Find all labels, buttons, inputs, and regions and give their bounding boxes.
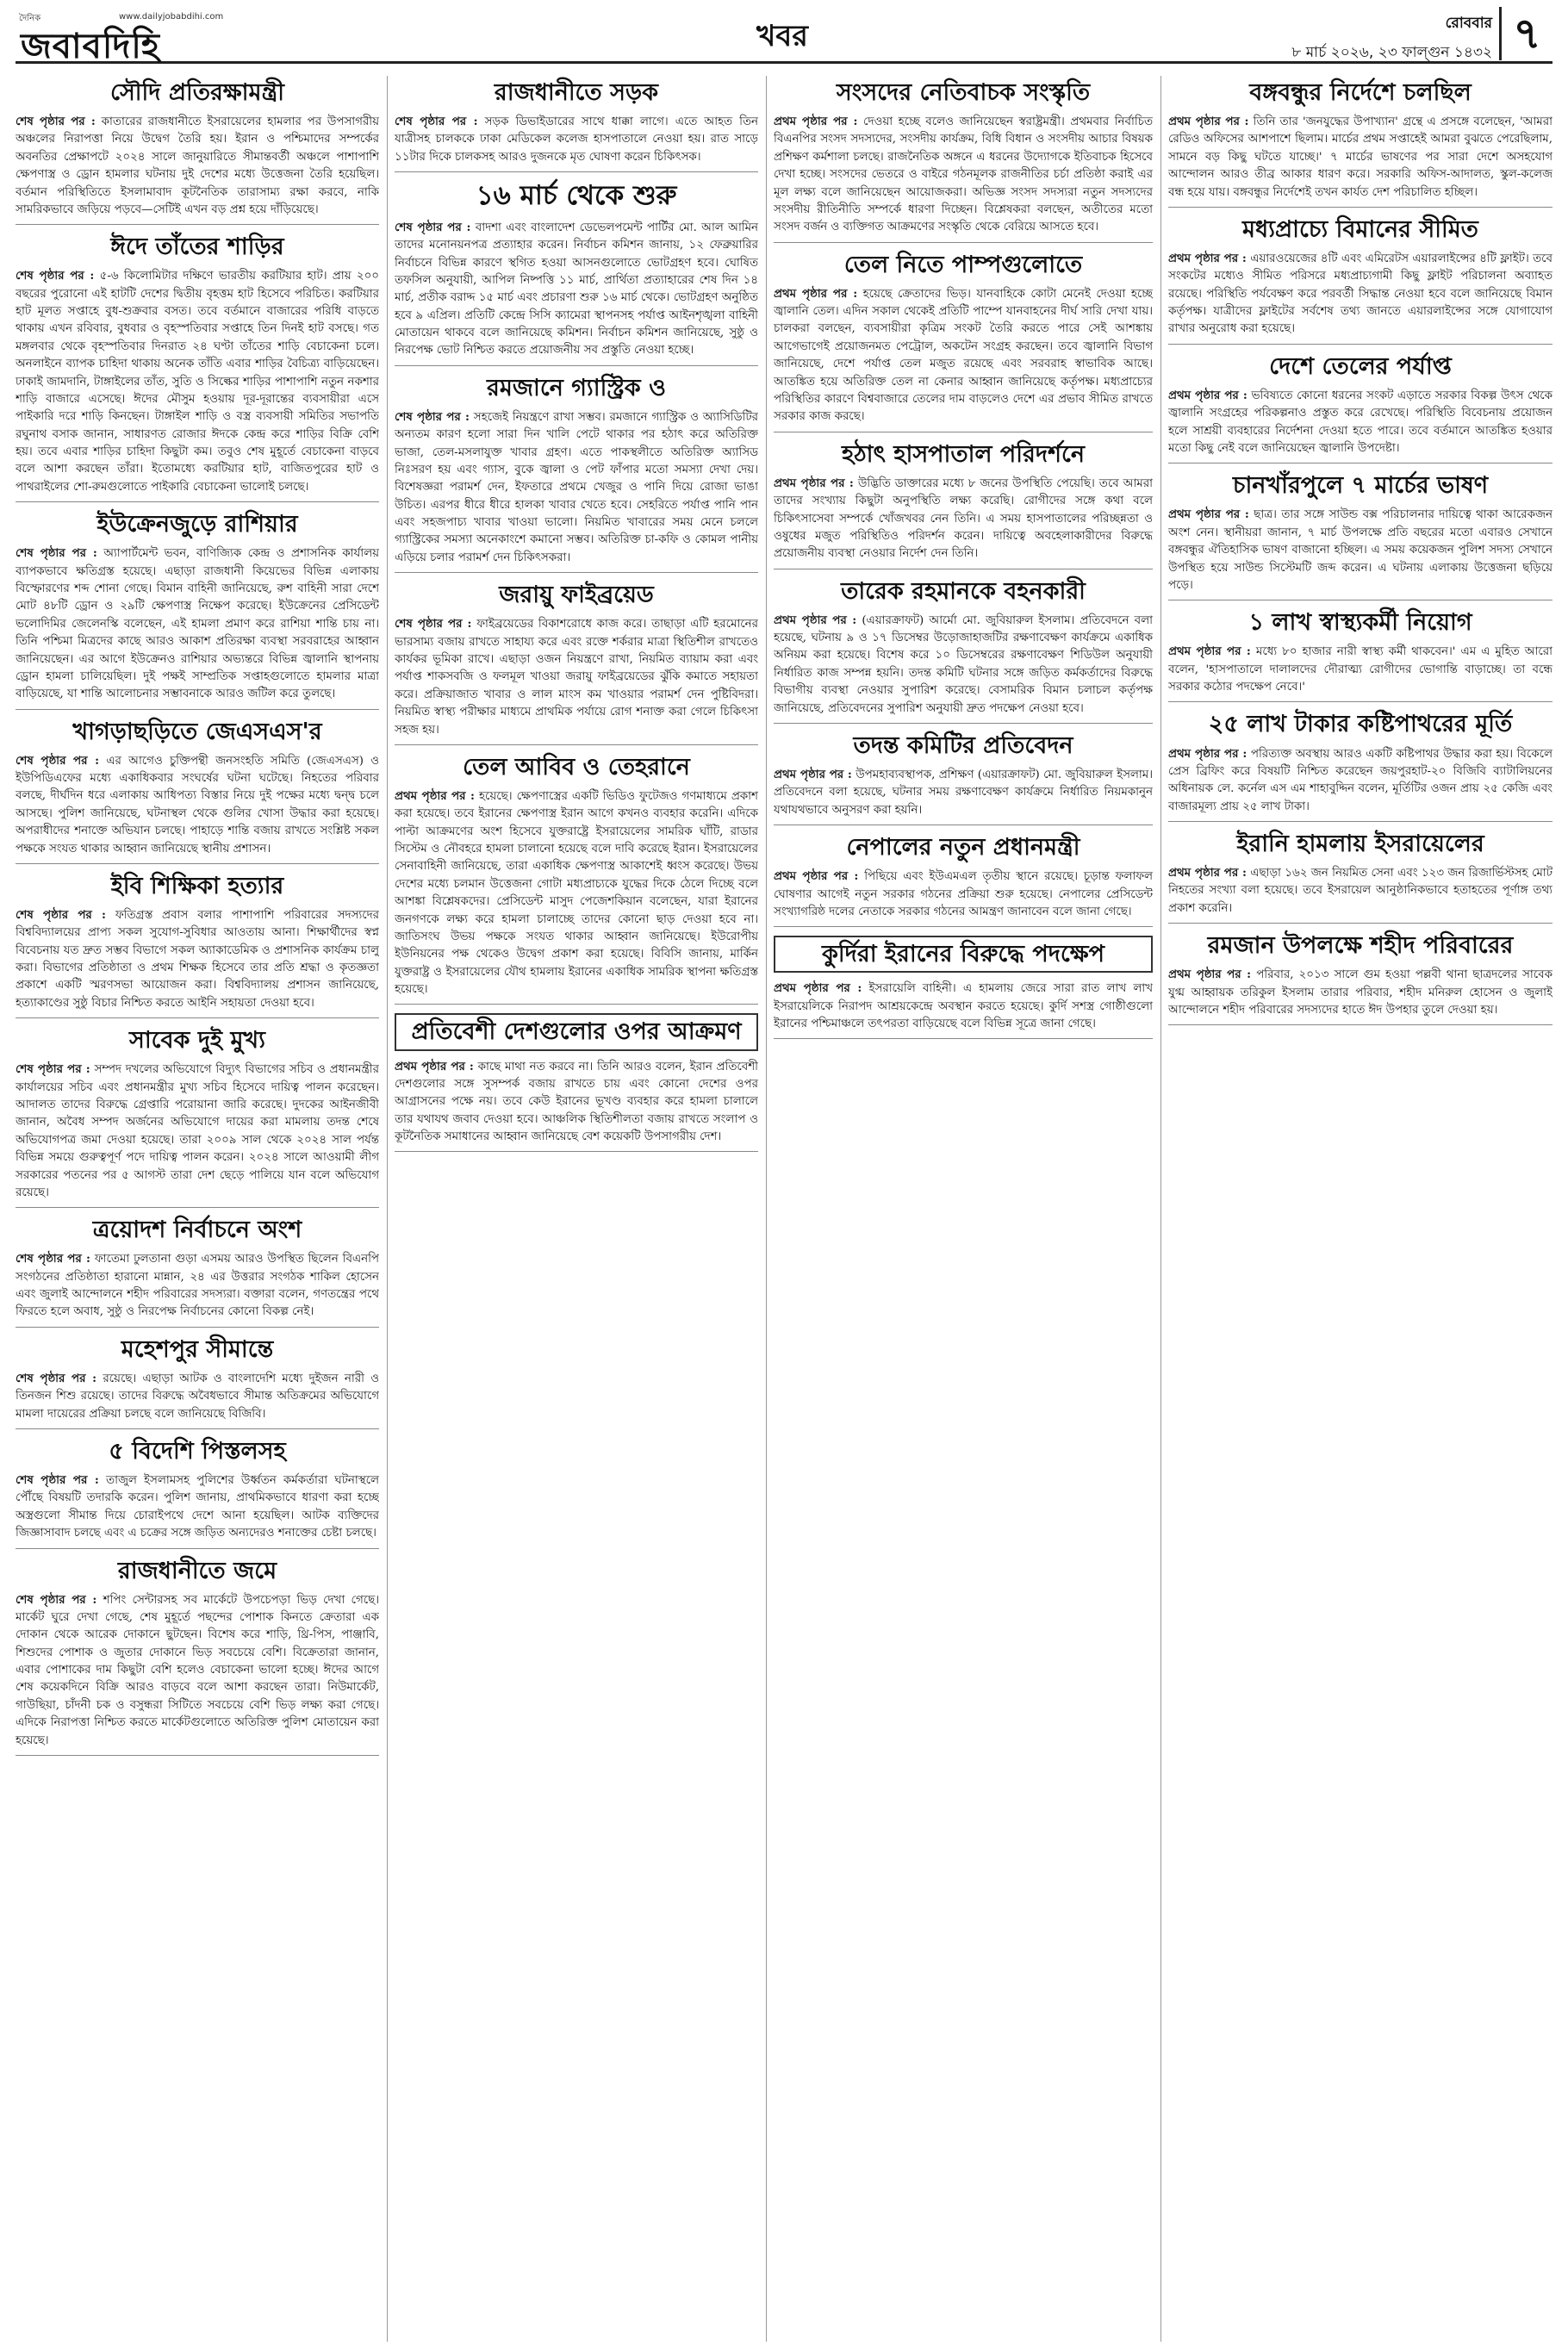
column-1 <box>16 76 379 2342</box>
article-headline[interactable]: ইউক্রেনজুড়ে রাশিয়ার <box>96 511 298 538</box>
article-body <box>1168 250 1552 339</box>
article-body <box>1168 864 1552 918</box>
article-text: হয়েছে ক্রেতাদের ভিড়। যানবাহিকে কোটা মেনেই দেওয়া হচ্ছে জ্বালানি তেল। এদিন সকাল থেকেই প্রতিটি পাম্পে যানবাহনের দীর্ঘ সারি দেখা যায়। চালকরা বলছেন, ব্যবসায়ীরা কৃত্রিম সংকট তৈরি করতে পারে সেই আশঙ্কায় আগেভাগেই প্রয়োজনমত পেট্রোল, অকটেন সংগ্রহ করছেন। তবে জ্বালানি বিভাগ জানিয়েছে, দেশে পর্যাপ্ত তেল মজুত রয়েছে এবং সরবরাহ স্বাভাবিক আছে। আতঙ্কিত হয়ে অতিরিক্ত তেল না কেনার আহ্বান জানিয়েছে কর্তৃপক্ষ। মধ্যপ্রাচ্যের পরিস্থিতির কারণে বিশ্ববাজারে তেলের দাম বাড়লেও দেশে এর প্রভাব সীমিত রাখতে সরকার কাজ করছে। <box>774 287 1153 424</box>
article-body <box>774 612 1153 718</box>
continuation-label: শেষ পৃষ্ঠার পর : <box>16 1473 99 1488</box>
article-body <box>395 113 758 166</box>
news-article[interactable] <box>1168 216 1552 345</box>
section-title: খবর <box>756 19 808 53</box>
continuation-label: শেষ পৃষ্ঠার পর : <box>16 115 96 129</box>
article-text: এর আগেও চুক্তিপন্থী জনসংহতি সমিতি (জেএসএস) ও ইউপিডিএফের মধ্যে একাধিকবার সংঘর্ষের ঘটনা ঘটেছে। নিহতের পরিবার বলছে, দীর্ঘদিন ধরে এলাকায় আধিপত্য বিস্তার নিয়ে দুই পক্ষের মধ্যে দ্বন্দ্ব চলে আসছে। পুলিশ জানিয়েছে, ঘটনাস্থল থেকে গুলির খোসা উদ্ধার করা হয়েছে। অপরাধীদের শনাক্তে অভিযান চলছে। পাহাড়ে শান্তি বজায় রাখতে সংশ্লিষ্ট সকল পক্ষকে সংযত থাকার আহ্বান জানিয়েছে স্থানীয় প্রশাসন। <box>16 754 379 856</box>
continuation-label: প্রথম পৃষ্ঠার পর : <box>774 767 852 781</box>
logo-tagline: দৈনিক <box>19 14 41 23</box>
continuation-label: শেষ পৃষ্ঠার পর : <box>16 269 95 283</box>
article-separator <box>395 572 758 573</box>
article-separator <box>1168 821 1552 822</box>
news-article[interactable] <box>1168 932 1552 1025</box>
article-separator <box>395 171 758 172</box>
continuation-label: প্রথম পৃষ্ঠার পর : <box>774 476 854 490</box>
news-article[interactable] <box>16 1216 379 1328</box>
article-body <box>16 906 379 1012</box>
article-body <box>1168 745 1552 817</box>
article-headline[interactable]: মধ্যপ্রাচ্যে বিমানের সীমিত <box>1242 215 1478 243</box>
article-separator <box>395 1151 758 1152</box>
article-separator <box>16 1207 379 1208</box>
news-article[interactable] <box>16 1558 379 1756</box>
news-article[interactable] <box>16 511 379 709</box>
article-text: পিছিয়ে এবং ইউএমএল তৃতীয় স্থানে রয়েছে। চূড়ান্ত ফলাফল ঘোষণার আগেই নতুন সরকার গঠনের প্রক্রিয়া শুরু হয়েছে। নেপালের প্রেসিডেন্ট সংখ্যাগরিষ্ঠ দলের নেতাকে সরকার গঠনের আমন্ত্রণ জানাবেন বলে জানা গেছে। <box>774 870 1153 918</box>
article-text: সম্পদ দখলের অভিযোগে বিদ্যুৎ বিভাগের সচিব ও প্রধানমন্ত্রীর কার্যালয়ের সচিব এবং প্রধানমন্ত্রীর মুখ্য সচিব হিসেবে দায়িত্ব পালন করেছেন। আদালত তাদের বিরুদ্ধে গ্রেপ্তারি পরোয়ানা জারি করেছে। দুদকের আইনজীবী জানান, অবৈধ সম্পদ অর্জনের অভিযোগে দায়ের করা মামলায় তদন্ত শেষে অভিযোগপত্র জমা দেওয়া হয়েছে। তারা ২০০৯ সাল থেকে ২০২৪ সাল পর্যন্ত বিভিন্ন সময়ে গুরুত্বপূর্ণ পদে দায়িত্ব পালন করেন। ২০২৪ সালে আওয়ামী লীগ সরকারের পতনের পর ৫ আগস্ট তারা দেশ ছেড়ে পালিয়ে যান বলে অভিযোগ রয়েছে। <box>16 1063 379 1199</box>
continuation-label: প্রথম পৃষ্ঠার পর : <box>774 286 858 301</box>
article-headline[interactable]: বঙ্গবন্ধুর নির্দেশে চলছিল <box>1249 79 1472 106</box>
news-article[interactable] <box>395 375 758 573</box>
article-separator <box>774 926 1153 927</box>
continuation-label: প্রথম পৃষ্ঠার পর : <box>1168 115 1249 129</box>
continuation-label: শেষ পৃষ্ঠার পর : <box>16 1592 97 1607</box>
article-body <box>16 1591 379 1750</box>
article-body <box>395 219 758 360</box>
article-text: ভবিষ্যতে কোনো ধরনের সংকট এড়াতে সরকার বিকল্প উৎস থেকে জ্বালানি সংগ্রহের পরিকল্পনাও প্রস্তুত করে রেখেছে। পরিস্থিতি বিবেচনায় প্রয়োজন হলে সাশ্রয়ী ব্যবহারের নির্দেশনা দেওয়া হতে পারে। তবে বর্তমানে আতঙ্কিত হওয়ার মতো কিছু নেই বলে জানিয়েছেন জ্বালানি উপদেষ্টা। <box>1168 389 1552 456</box>
article-body <box>774 475 1153 563</box>
article-separator <box>16 709 379 710</box>
article-headline[interactable]: ঈদে তাঁতের শাড়ির <box>110 233 284 261</box>
masthead <box>16 10 1552 64</box>
continuation-label: প্রথম পৃষ্ঠার পর : <box>1168 644 1251 659</box>
article-separator <box>16 1428 379 1429</box>
article-text: ৫-৬ কিলোমিটার দক্ষিণে ভারতীয় করটিয়ার হাট। প্রায় ২০০ বছরের পুরোনো এই হাটটি দেশের দ্বিতীয় বৃহত্তম হাট হিসেবে পরিচিত। করটিয়ার হাট মূলত সপ্তাহে বুধ-শুক্রবার বসত। তবে বর্তমানে বাজারের পরিধি বাড়তে থাকায় এখন রবিবার, বুধবার ও বৃহস্পতিবার সপ্তাহে তিন দিনই হাট বসছে। গত মঙ্গলবার থেকে বৃহস্পতিবার দিনরাত ২৪ ঘণ্টা তাঁতের শাড়ি বেচাকেনা চলে। অনলাইনে ব্যাপক চাহিদা থাকায় অনেক তাঁতি এবার শাড়ির বৈচিত্র্য বাড়িয়েছেন। ঢাকাই জামদানি, টাঙ্গাইলের তাঁত, সুতি ও সিল্কের শাড়ির পাশাপাশি নতুন নকশার শাড়ি বাজারে এসেছে। ঈদের মৌসুম হওয়ায় দূর-দূরান্তের ব্যবসায়ীরা এসে পাইকারি দরে শাড়ি কিনছেন। টাঙ্গাইল শাড়ি ও বস্ত্র ব্যবসায়ী সমিতির সভাপতি রঘুনাথ বসাক জানান, সাধারণত রোজার ঈদকে কেন্দ্র করে শাড়ির বিক্রি বেশি হয়। তবে এবার শাড়ির চাহিদা কিছুটা কম। তবুও শেষ মুহূর্তে বেচাকেনা বাড়বে বলে আশা করছেন তাঁরা। ইতোমধ্যে করটিয়ার হাট, বাজিতপুরের হাট ও পাথরাইলের শো-রুমগুলোতে পাইকারি বেচাকেনা ভালোই চলছে। <box>16 270 379 494</box>
column-divider <box>387 76 388 2342</box>
article-body <box>16 1472 379 1543</box>
continuation-label: প্রথম পৃষ্ঠার পর : <box>774 115 858 129</box>
article-separator <box>16 1755 379 1756</box>
article-headline[interactable]: তারেক রহমানকে বহনকারী <box>841 577 1086 605</box>
article-body <box>774 868 1153 921</box>
date-block <box>1291 12 1492 65</box>
article-text: ছাত্র। তার সঙ্গে সাউন্ড বক্স পরিচালনার দায়িত্বে থাকা আরেকজন অংশ নেন। স্থানীয়রা জানান, ৭ মার্চ উপলক্ষে প্রতি বছরের মতো এবারও সেখানে বঙ্গবন্ধুর ঐতিহাসিক ভাষণ বাজানো হচ্ছিল। এ সময় কয়েকজন পুলিশ সদস্য সেখানে উপস্থিত হয়ে সাউন্ড সিস্টেমটি জব্দ করেন। এ ঘটনায় এলাকায় উত্তেজনা ছড়িয়ে পড়ে। <box>1168 508 1552 592</box>
article-body <box>774 285 1153 426</box>
news-article[interactable] <box>395 1013 758 1152</box>
article-text: কাছে মাথা নত করবে না। তিনি আরও বলেন, ইরান প্রতিবেশী দেশগুলোর সঙ্গে সুসম্পর্ক বজায় রাখতে চায় এবং কোনো দেশের ওপর আগ্রাসনের পক্ষে নয়। তবে কেউ ইরানের ভূখণ্ড ব্যবহার করে হামলা চালালে তার যথাযথ জবাব দেওয়া হবে। আঞ্চলিক স্থিতিশীলতা বজায় রাখতে সংলাপ ও কূটনৈতিক সমাধানের আহ্বান জানিয়েছে বেশ কয়েকটি উপসাগরীয় দেশ। <box>395 1060 758 1143</box>
news-article[interactable] <box>395 754 758 1005</box>
article-text: হয়েছে। ক্ষেপণাস্ত্রের একটি ভিডিও ফুটেজও গণমাধ্যমে প্রকাশ করা হয়েছে। তবে ইরানের ক্ষেপণাস্ত্র ইরান আগে কখনও ব্যবহার করেনি। এদিকে পাল্টা আক্রমণের অংশ হিসেবে যুক্তরাষ্ট্রে ইসরায়েলের সামরিক ঘাঁটি, রাডার সিস্টেম ও নৌবহরে হামলা চালানো হয়েছে বলে দাবি করেছে ইরান। ইসরায়েলের সেনাবাহিনী জানিয়েছে, তারা একাধিক ক্ষেপণাস্ত্র আকাশেই ধ্বংস করেছে। উভয় দেশের মধ্যে চলমান উত্তেজনা গোটা মধ্যপ্রাচ্যকে যুদ্ধের দিকে ঠেলে দিচ্ছে বলে আশঙ্কা বিশ্লেষকদের। প্রেসিডেন্ট মাসুদ পেজেশকিয়ান বলেছেন, যারা ইরানের জনগণকে লক্ষ্য করে হামলা চালাচ্ছে তাদের কোনো ছাড় দেওয়া হবে না। জাতিসংঘ উভয় পক্ষকে সংযত থাকার আহ্বান জানিয়েছে। ইউরোপীয় ইউনিয়নের পক্ষ থেকেও উদ্বেগ প্রকাশ করা হয়েছে। বিবিসি জানায়, মার্কিন যুক্তরাষ্ট্র ও ইসরায়েলের যৌথ হামলায় ইরানের একাধিক সামরিক স্থাপনা ক্ষতিগ্রস্ত হয়েছে। <box>395 789 758 997</box>
article-headline[interactable]: রাজধানীতে সড়ক <box>494 79 659 106</box>
article-separator <box>1168 463 1552 464</box>
article-headline[interactable]: ১ লাখ স্বাস্থ্যকর্মী নিয়োগ <box>1248 609 1472 637</box>
article-separator <box>16 501 379 502</box>
article-body <box>1168 113 1552 202</box>
continuation-label: প্রথম পৃষ্ঠার পর : <box>1168 968 1252 982</box>
article-text: উদ্ভিতি ডাক্তারের মধ্যে ৮ জনের উপস্থিতি পেয়েছি। তবে আমরা তাদের সংখ্যায় কিছুটা অনুপস্থিতি লক্ষ্য করেছি। রোগীদের সঙ্গে কথা বলে চিকিৎসাসেবা সম্পর্কে খোঁজখবর নেন তিনি। এ সময় হাসপাতালের পরিচ্ছন্নতা ও ওষুধের মজুত পরিস্থিতিও পরিদর্শন করেন। দায়িত্বে অবহেলাকারীদের বিরুদ্ধে প্রয়োজনীয় ব্যবস্থা নেওয়ার নির্দেশ দেন তিনি। <box>774 476 1153 561</box>
article-separator <box>1168 923 1552 924</box>
article-text: কাতারের রাজধানীতে ইসরায়েলের হামলার পর উপসাগরীয় অঞ্চলের নিরাপত্তা নিয়ে উদ্বেগ তৈরি হয়। ইরান ও পশ্চিমাদের সম্পর্কের অবনতির প্রেক্ষাপটে ২০২৪ সালে জানুয়ারিতে সীমান্তবর্তী অঞ্চলে পাশাপাশি ক্ষেপণাস্ত্র ও ড্রোন হামলার ঘটনায় দুই দেশের মধ্যে উত্তেজনা তৈরি হয়েছিল। বর্তমান পরিস্থিতিতে ইসলামাবাদ কূটনৈতিক তারাসাম্য রক্ষা করবে, নাকি সামরিকভাবে জড়িয়ে পড়বে—সেটিই এখন বড় প্রশ্ন হয়ে দাঁড়িয়েছে। <box>16 115 379 216</box>
article-headline[interactable]: খাগড়াছড়িতে জেএসএস'র <box>72 718 322 745</box>
article-text: রয়েছে। এছাড়া আটক ও বাংলাদেশি মধ্যে দুইজন নারী ও তিনজন শিশু রয়েছে। তাদের বিরুদ্ধে অবৈধভাবে সীমান্ত অতিক্রমের অভিযোগে মামলা দায়েরের প্রক্রিয়া চলছে বলে জানিয়েছে বিজিবি। <box>16 1372 379 1421</box>
article-separator <box>1168 701 1552 702</box>
news-article[interactable] <box>774 441 1153 569</box>
issue-date: ৮ মার্চ ২০২৬, ২৩ ফাল্গুন ১৪৩২ <box>1291 44 1492 61</box>
article-text: শপিং সেন্টারসহ সব মার্কেটে উপচেপড়া ভিড় দেখা গেছে। মার্কেট ঘুরে দেখা গেছে, শেষ মুহূর্তে পছন্দের পোশাক কিনতে ক্রেতারা এক দোকান থেকে আরেক দোকানে ছুটছেন। বিশেষ করে শাড়ি, থ্রি-পিস, পাঞ্জাবি, শিশুদের পোশাক ও জুতার দোকানে ভিড় সবচেয়ে বেশি। বিক্রেতারা জানান, এবার পোশাকের দাম কিছুটা বেশি হলেও বেচাকেনা ভালো হচ্ছে। ঈদের আগে শেষ কয়েকদিনে বিক্রি আরও বাড়বে বলে আশা করছেন তারা। নিউমার্কেট, গাউছিয়া, চাঁদনী চক ও বসুন্ধরা সিটিতে সবচেয়ে বেশি ভিড় লক্ষ্য করা গেছে। এদিকে নিরাপত্তা নিশ্চিত করতে মার্কেটগুলোতে অতিরিক্ত পুলিশ মোতায়েন করা হয়েছে। <box>16 1593 379 1747</box>
article-body <box>395 408 758 567</box>
news-article[interactable] <box>1168 353 1552 464</box>
article-text: দেওয়া হচ্ছে বলেও জানিয়েছেন স্বরাষ্ট্রমন্ত্রী। প্রথমবার নির্বাচিত বিএনপির সংসদ সদস্যদের, সংসদীয় কার্যক্রম, বিধি বিধান ও সংসদীয় আচার বিষয়ক প্রশিক্ষণ কর্মশালা চলছে। রাজনৈতিক অঙ্গনে এ ধরনের উদ্যোগকে ইতিবাচক হিসেবে দেখা হচ্ছে। সংসদের ভেতরে ও বাইরে গঠনমূলক রাজনীতির চর্চা প্রতিষ্ঠা করাই এর মূল লক্ষ্য বলে জানিয়েছেন আয়োজকরা। অভিজ্ঞ সংসদ সদস্যরা নতুন সদস্যদের সংসদীয় রীতিনীতি সম্পর্কে ধারণা দিচ্ছেন। বিশ্লেষকরা বলছেন, অতীতের মতো সংসদ বর্জন ও ব্যক্তিগত আক্রমণের সংস্কৃতি থেকে বেরিয়ে আসতে হবে। <box>774 115 1153 234</box>
article-headline[interactable]: চানখাঁরপুলে ৭ মার্চের ভাষণ <box>1232 472 1489 500</box>
article-separator <box>395 365 758 366</box>
article-text: পরিত্যক্ত অবস্থায় আরও একটি কষ্টিপাথর উদ্ধার করা হয়। বিকেলে প্রেস ব্রিফিং করে বিষয়টি নিশ্চিত করেছেন জয়পুরহাট-২০ বিজিবি ব্যাটালিয়নের অধিনায়ক লে. কর্নেল এস এম শাহাবুদ্দিন বলেন, মূর্তিটির ওজন প্রায় ২৫ কেজি এবং বাজারমূল্য প্রায় ২৫ লাখ টাকা। <box>1168 747 1552 813</box>
article-body <box>1168 966 1552 1019</box>
article-text: ইসরায়েলি বাহিনী। এ হামলায় জেরে সারা রাত লাখ লাখ ইসরায়েলিকে নিরাপদ আশ্রয়কেন্দ্রে অবস্থান করতে হয়েছে। কুর্দি সশস্ত্র গোষ্ঠীগুলো ইরানের পশ্চিমাঞ্চলে তৎপরতা বাড়িয়েছে বলে বিভিন্ন সূত্রে জানা গেছে। <box>774 982 1153 1031</box>
article-headline[interactable]: তেল আবিব ও তেহরানে <box>463 753 690 781</box>
article-body <box>1168 387 1552 458</box>
continuation-label: প্রথম পৃষ্ঠার পর : <box>1168 507 1249 522</box>
news-article[interactable] <box>16 1438 379 1549</box>
news-article[interactable] <box>16 1336 379 1429</box>
column-divider <box>1160 76 1161 2342</box>
news-article[interactable] <box>395 79 758 172</box>
continuation-label: প্রথম পৃষ্ঠার পর : <box>395 1059 474 1073</box>
article-body <box>16 544 379 703</box>
article-headline[interactable]: ত্রয়োদশ নির্বাচনে অংশ <box>92 1216 302 1244</box>
article-text: সহজেই নিয়ন্ত্রণে রাখা সম্ভব। রমজানে গ্যাস্ট্রিক ও অ্যাসিডিটির অন্যতম কারণ হলো সারা দিন খালি পেটে থাকার পর হঠাৎ করে অতিরিক্ত ভাজা, তেল-মসলাযুক্ত খাবার গ্রহণ। এতে পাকস্থলীতে অতিরিক্ত অ্যাসিড নিঃসরণ হয় এবং গ্যাস, বুকে জ্বালা ও পেট ফাঁপার মতো সমস্যা দেখা দেয়। বিশেষজ্ঞরা পরামর্শ দেন, ইফতারে প্রথমে খেজুর ও পানি দিয়ে রোজা ভাঙা উচিত। এরপর ধীরে ধীরে হালকা খাবার খেতে হবে। সেহরিতে পর্যাপ্ত পানি পান এবং সহজপাচ্য খাবার খাওয়া ভালো। নিয়মিত খাবারের সময় মেনে চললে গ্যাস্ট্রিকের সমস্যা অনেকাংশে কমানো সম্ভব। অতিরিক্ত চা-কফি ও কোমল পানীয় এড়িয়ে চলার পরামর্শ দেন চিকিৎসকরা। <box>395 410 758 564</box>
continuation-label: প্রথম পৃষ্ঠার পর : <box>1168 388 1248 402</box>
article-body <box>774 113 1153 237</box>
article-headline[interactable]: ১৬ মার্চ থেকে শুরু <box>476 180 677 212</box>
article-body <box>16 1370 379 1423</box>
article-separator <box>774 1038 1153 1039</box>
news-article[interactable] <box>1168 831 1552 924</box>
article-text: উপমহাব্যবস্থাপক, প্রশিক্ষণ (এয়ারক্রাফট) মো. জুবিয়ারুল ইসলাম। প্রতিবেদনে বলা হয়েছে, ঘটনার সময় রক্ষণাবেক্ষণ কার্যক্রমে নির্ধারিত নিয়মকানুন যথাযথভাবে অনুসরণ করা হয়নি। <box>774 768 1153 817</box>
article-headline[interactable]: জরায়ু ফাইব্রয়েড <box>499 582 654 609</box>
article-text: এছাড়া ১৬২ জন নিয়মিত সেনা এবং ১২৩ জন রিজার্ভিস্টসহ মোট নিহতের সংখ্যা বলা হয়েছে। তবে ইসরায়েল আনুষ্ঠানিকভাবে হতাহতের পূর্ণাঙ্গ তথ্য প্রকাশ করেনি। <box>1168 867 1552 915</box>
article-separator <box>16 1548 379 1549</box>
news-article[interactable] <box>1168 609 1552 702</box>
article-text: ফাতেমা ঢুলতানা গুড়া এসময় আরও উপস্থিত ছিলেন বিএনপি সংগঠনের প্রতিষ্ঠাতা হারানো মান্নান, ২৪ এর উত্তরার সংগঠক শাকিল হোসেন এবং জুলাই আন্দোলনে শহীদ পরিবারের সদস্যরা। বক্তারা বলেন, গণতন্ত্রের পথে ফিরতে হলে অবাধ, সুষ্ঠু ও নিরপেক্ষ নির্বাচনের কোনো বিকল্প নেই। <box>16 1253 379 1319</box>
column-3 <box>774 76 1153 2342</box>
article-body <box>395 787 758 999</box>
article-separator <box>395 1004 758 1005</box>
article-text: সড়ক ডিভাইডারের সাথে ধাক্কা লাগে। এতে আহত তিন যাত্রীসহ চালককে ঢাকা মেডিকেল কলেজ হাসপাতালে নেওয়া হয়। রাত সাড়ে ১১টার দিকে চালকসহ আরও দুজনকে মৃত ঘোষণা করেন চিকিৎসক। <box>395 115 758 164</box>
news-article[interactable] <box>774 834 1153 927</box>
continuation-label: শেষ পৃষ্ঠার পর : <box>16 907 106 922</box>
news-article[interactable] <box>16 873 379 1018</box>
article-body <box>774 766 1153 819</box>
continuation-label: প্রথম পৃষ্ঠার পর : <box>1168 251 1247 265</box>
weekday: রোববার <box>1445 15 1492 32</box>
article-body <box>774 980 1153 1033</box>
article-headline[interactable]: ইবি শিক্ষিকা হত্যার <box>110 872 284 899</box>
news-article[interactable] <box>395 181 758 366</box>
paper-name: জবাবদিহি <box>21 27 160 66</box>
article-separator <box>1168 344 1552 345</box>
article-body <box>16 113 379 219</box>
website-url[interactable]: www.dailyjobabdihi.com <box>119 12 224 22</box>
article-headline[interactable]: দেশে তেলের পর্যাপ্ত <box>1269 352 1452 380</box>
article-body <box>395 615 758 739</box>
continuation-label: প্রথম পৃষ্ঠার পর : <box>774 981 862 996</box>
continuation-label: শেষ পৃষ্ঠার পর : <box>395 617 472 632</box>
article-text: মধ্যে ৮০ হাজার নারী স্বাস্থ্য কর্মী থাকবেন।' এম এ মুহিত আরো বলেন, 'হাসপাতালে দালালদের দৌরাত্ম্য রোগীদের ভোগান্তি বাড়াচ্ছে। তা বন্ধে সরকার কঠোর পদক্ষেপ নেবে।' <box>1168 645 1552 694</box>
article-headline[interactable]: নেপালের নতুন প্রধানমন্ত্রী <box>846 834 1080 862</box>
article-headline[interactable]: সৌদি প্রতিরক্ষামন্ত্রী <box>110 79 284 106</box>
article-text: ফতিগ্রস্ত প্রবাস বলার পাশাপাশি পরিবারের সদস্যদের বিশ্ববিদ্যালয়ের প্রাপ্য সকল সুযোগ-সুবিধার আওতায় আনা। শিক্ষার্থীদের স্বপ্ন বিবেচনায় যত দ্রুত সম্ভব বিভাগে সকল অ্যাকাডেমিক ও প্রশাসনিক কার্যক্রম চালু করা। বিভাগের প্রতিষ্ঠাতা ও প্রথম শিক্ষক হিসেবে তার প্রতি শ্রদ্ধা ও কৃতজ্ঞতা প্রকাশে একটি স্মরণসভা আয়োজন করা। বিশ্ববিদ্যালয় প্রশাসন জানিয়েছে, হত্যাকাণ্ডের সুষ্ঠু বিচার নিশ্চিত করতে আইনি সহায়তা দেওয়া হবে। <box>16 908 379 1010</box>
article-body <box>1168 506 1552 594</box>
column-divider <box>766 76 767 2342</box>
article-separator <box>16 1327 379 1328</box>
article-headline[interactable]: হঠাৎ হাসপাতাল পরিদর্শনে <box>842 440 1085 468</box>
continuation-label: শেষ পৃষ্ঠার পর : <box>395 115 478 129</box>
column-2 <box>395 76 758 2342</box>
article-headline[interactable]: ২৫ লাখ টাকার কষ্টিপাথরের মূর্তি <box>1208 711 1513 738</box>
article-separator <box>395 744 758 745</box>
article-text: অ্যাপার্টমেন্ট ভবন, বাণিজ্যিক কেন্দ্র ও প্রশাসনিক কার্যালয় ব্যাপকভাবে ক্ষতিগ্রস্ত হয়েছে। এছাড়া রাজধানী কিয়েভের বিভিন্ন এলাকায় বিস্ফোরণের শব্দ শোনা গেছে। বিমান বাহিনী জানিয়েছে, রুশ বাহিনী সারা দেশে মোট ৪৮টি ড্রোন ও ২৯টি ক্ষেপণাস্ত্র নিক্ষেপ করেছে। ইউক্রেনের প্রেসিডেন্ট ভলোদিমির জেলেনস্কি বলেছেন, এই হামলা প্রমাণ করে রাশিয়া শান্তি চায় না। তিনি পশ্চিমা মিত্রদের কাছে আরও আকাশ প্রতিরক্ষা ব্যবস্থা সরবরাহের আহ্বান জানিয়েছেন। এর আগে ইউক্রেনও রাশিয়ার অভ্যন্তরে বিভিন্ন জ্বালানি স্থাপনায় ড্রোন হামলা চালিয়েছিল। দুই পক্ষই সাম্প্রতিক সপ্তাহগুলোতে হামলার মাত্রা বাড়িয়েছে, যা শান্তি আলোচনার সম্ভাবনাকে আরও জটিল করে তুলছে। <box>16 547 379 701</box>
article-headline[interactable]: মহেশপুর সীমান্তে <box>121 1335 274 1363</box>
continuation-label: প্রথম পৃষ্ঠার পর : <box>774 613 857 627</box>
article-headline[interactable]: রমজানে গ্যাস্ট্রিক ও <box>487 374 666 401</box>
continuation-label: শেষ পৃষ্ঠার পর : <box>16 1371 97 1385</box>
article-separator <box>1168 207 1552 208</box>
article-text: এয়ারওয়েজের ৪টি এবং এমিরেটস এয়ারলাইন্সের ৪টি ফ্লাইট। তবে সংকটের মধ্যেও সীমিত পরিসরে মধ্যপ্রাচ্যগামী কিছু ফ্লাইট পরিচালনা অব্যাহত রয়েছে। পরিস্থিতি পর্যবেক্ষণ করে পরবর্তী সিদ্ধান্ত নেওয়া হবে বলে জানিয়েছে বিমান কর্তৃপক্ষ। যাত্রীদের ফ্লাইটের সর্বশেষ তথ্য জানতে এয়ারলাইন্সের সঙ্গে যোগাযোগ রাখার অনুরোধ করা হয়েছে। <box>1168 252 1552 336</box>
news-article[interactable] <box>16 1027 379 1208</box>
article-separator <box>16 863 379 864</box>
article-text: বাদশা এবং বাংলাদেশ ডেভেলপমেন্ট পার্টির মো. আল আমিন তাদের মনোনয়নপত্র প্রত্যাহার করেন। নির্বাচন কমিশন জানায়, ১২ ফেব্রুয়ারির নির্বাচনে বিভিন্ন কারণে স্থগিত হওয়া আসনগুলোতে ভোটগ্রহণ হবে। ঘোষিত তফসিল অনুযায়ী, আপিল নিষ্পত্তি ১১ মার্চ, প্রার্থিতা প্রত্যাহারের শেষ দিন ১৪ মার্চ, প্রতীক বরাদ্দ ১৫ মার্চ এবং প্রচারণা শুরু ১৬ মার্চ থেকে। ভোটগ্রহণ অনুষ্ঠিত হবে ৯ এপ্রিল। প্রতিটি কেন্দ্রে সিসি ক্যামেরা স্থাপনসহ পর্যাপ্ত আইনশৃঙ্খলা বাহিনী মোতায়েন থাকবে বলে জানিয়েছে কমিশন। নির্বাচন কমিশন জানিয়েছে, সুষ্ঠু ও নিরপেক্ষ ভোট নিশ্চিত করতে প্রয়োজনীয় সব প্রস্তুতি নেওয়া হচ্ছে। <box>395 221 758 358</box>
column-4 <box>1168 76 1552 2342</box>
article-headline[interactable]: ৫ বিদেশি পিস্তলসহ <box>109 1438 286 1465</box>
article-separator <box>774 723 1153 724</box>
article-headline[interactable]: প্রতিবেশী দেশগুলোর ওপর আক্রমণ <box>395 1013 758 1050</box>
article-body <box>16 1061 379 1202</box>
article-headline[interactable]: ইরানি হামলায় ইসরায়েলের <box>1236 831 1484 858</box>
news-article[interactable] <box>774 79 1153 243</box>
news-article[interactable] <box>1168 472 1552 600</box>
article-separator <box>774 242 1153 243</box>
continuation-label: শেষ পৃষ্ঠার পর : <box>16 1252 90 1266</box>
article-separator <box>1168 1024 1552 1025</box>
newspaper-logo[interactable] <box>16 12 300 66</box>
article-text: (এয়ারক্রাফট) আর্মো মো. জুবিয়ারুল ইসলাম। প্রতিবেদনে বলা হয়েছে, ঘটনায় ৯ ও ১৭ ডিসেম্বর উড়োজাহাজটির রক্ষণাবেক্ষণ কার্যক্রমে একাধিক অনিয়ম করা হয়েছে। বিশেষ করে ১০ ডিসেম্বরের রক্ষণাবেক্ষণ শিডিউল অনুযায়ী নির্ধারিত কাজ সম্পন্ন হয়নি। তদন্ত কমিটি ঘটনার সঙ্গে জড়িত কর্মকর্তাদের বিরুদ্ধে বিভাগীয় ব্যবস্থা নেওয়ার সুপারিশ করেছে। বেসামরিক বিমান চলাচল কর্তৃপক্ষ জানিয়েছে, প্রতিবেদনের সুপারিশ অনুযায়ী দ্রুত পদক্ষেপ নেওয়া হবে। <box>774 613 1153 715</box>
article-body <box>395 1058 758 1147</box>
news-article[interactable] <box>16 233 379 502</box>
article-headline[interactable]: কুর্দিরা ইরানের বিরুদ্ধে পদক্ষেপ <box>774 936 1153 973</box>
continuation-label: শেষ পৃষ্ঠার পর : <box>16 1062 90 1077</box>
article-separator <box>774 824 1153 825</box>
news-article[interactable] <box>774 578 1153 724</box>
continuation-label: শেষ পৃষ্ঠার পর : <box>16 753 100 768</box>
article-headline[interactable]: সংসদের নেতিবাচক সংস্কৃতি <box>836 79 1091 106</box>
news-article[interactable] <box>774 252 1153 432</box>
continuation-label: প্রথম পৃষ্ঠার পর : <box>395 788 475 803</box>
article-text: তাজুল ইসলামসহ পুলিশের উর্ধ্বতন কর্মকর্তারা ঘটনাস্থলে পৌঁছে বিষয়টি তদারকি করেন। পুলিশ জানায়, প্রাথমিকভাবে ধারণা করা হচ্ছে অস্ত্রগুলো সীমান্ত দিয়ে চোরাইপথে দেশে আনা হয়েছিল। আটক ব্যক্তিদের জিজ্ঞাসাবাদ চলছে এবং এ চক্রের সঙ্গে জড়িত অন্যদেরও শনাক্তের চেষ্টা চলছে। <box>16 1474 379 1540</box>
continuation-label: শেষ পৃষ্ঠার পর : <box>16 546 97 561</box>
continuation-label: প্রথম পৃষ্ঠার পর : <box>1168 866 1247 880</box>
continuation-label: শেষ পৃষ্ঠার পর : <box>395 409 470 424</box>
news-article[interactable] <box>774 936 1153 1039</box>
continuation-label: প্রথম পৃষ্ঠার পর : <box>774 869 859 884</box>
news-article[interactable] <box>1168 711 1552 822</box>
article-text: তিনি তার 'জনযুদ্ধের উপাখ্যান' গ্রন্থে এ প্রসঙ্গে বলেছেন, 'আমরা রেডিও অফিসের আশপাশে ছিলাম। মার্চের প্রথম সপ্তাহেই আমরা বুঝতে পেরেছিলাম, সামনে বড় কিছু ঘটতে যাচ্ছে।' ৭ মার্চের ভাষণের পর সারা দেশে অসহযোগ আন্দোলন আরও তীব্র আকার ধারণ করে। সরকারি অফিস-আদালত, স্কুল-কলেজ বন্ধ হয়ে যায়। বঙ্গবন্ধুর নির্দেশেই তখন কার্যত দেশ পরিচালিত হচ্ছিল। <box>1168 115 1552 199</box>
news-article[interactable] <box>16 79 379 225</box>
page-number: ৭ <box>1499 7 1552 60</box>
news-article[interactable] <box>16 719 379 864</box>
news-article[interactable] <box>1168 79 1552 208</box>
article-headline[interactable]: তেল নিতে পাম্পগুলোতে <box>843 251 1083 278</box>
article-headline[interactable]: তদন্ত কমিটির প্রতিবেদন <box>853 731 1073 759</box>
article-separator <box>16 224 379 225</box>
continuation-label: শেষ পৃষ্ঠার পর : <box>395 220 471 234</box>
article-body <box>16 267 379 496</box>
article-text: ফাইব্রয়েডের বিকাশরোধে কাজ করে। তাছাড়া এটি হরমোনের ভারসাম্য বজায় রাখতে সাহায্য করে এবং রক্তে শর্করার মাত্রা স্থিতিশীল রাখতেও কার্যকর ভূমিকা রাখে। এছাড়া ওজন নিয়ন্ত্রণে রাখা, নিয়মিত ব্যায়াম করা এবং পর্যাপ্ত শাকসবজি ও ফলমূল খাওয়া জরায়ু ফাইব্রয়েডের ঝুঁকি কমাতে সহায়তা করে। প্রক্রিয়াজাত খাবার ও লাল মাংস কম খাওয়ার পরামর্শ দেন পুষ্টিবিদরা। নিয়মিত স্বাস্থ্য পরীক্ষার মাধ্যমে প্রাথমিক পর্যায়ে রোগ শনাক্ত করা গেলে চিকিৎসা সহজ হয়। <box>395 618 758 737</box>
article-text: পরিবার, ২০১৩ সালে গুম হওয়া পল্লবী থানা ছাত্রদলের সাবেক যুগ্ম আহ্বায়ক তরিকুল ইসলাম তারার পরিবার, শহীদ মনিরুল হোসেন ও জুলাই আন্দোলনে শহীদ পরিবারের সদস্যদের হাতে ঈদ উপহার তুলে দেওয়া হয়। <box>1168 968 1552 1017</box>
article-body <box>16 1250 379 1322</box>
article-body <box>16 752 379 858</box>
article-headline[interactable]: সাবেক দুই মুখ্য <box>128 1027 265 1055</box>
continuation-label: প্রথম পৃষ্ঠার পর : <box>1168 746 1248 761</box>
news-article[interactable] <box>395 582 758 745</box>
article-headline[interactable]: রাজধানীতে জমে <box>117 1557 277 1584</box>
article-separator <box>16 1017 379 1018</box>
news-article[interactable] <box>774 732 1153 825</box>
article-headline[interactable]: রমজান উপলক্ষে শহীদ পরিবারের <box>1207 932 1514 960</box>
article-body <box>1168 643 1552 696</box>
